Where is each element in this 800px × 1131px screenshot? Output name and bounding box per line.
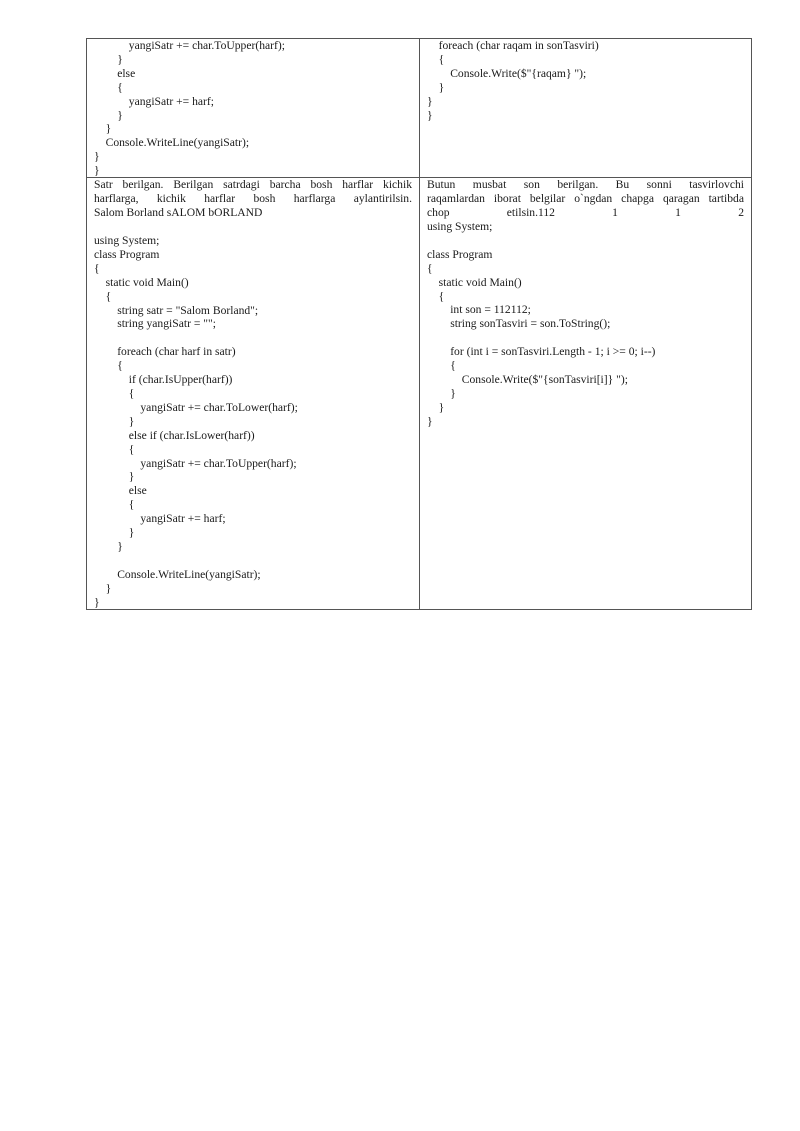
code-block-digits-end: foreach (char raqam in sonTasviri) { Console.Write($"{raqam} "); } } } (427, 39, 599, 122)
task-description-line: harflarga, kichik harflar bosh harflarga aylantirilsin. (94, 192, 412, 205)
cell-bottom-left (87, 178, 420, 609)
task-example: Salom Borland sALOM bORLAND (94, 206, 263, 219)
task-description-line: Satr berilgan. Berilgan satrdagi barcha bosh harflar kichik (94, 178, 412, 191)
cell-bottom-right (420, 178, 751, 609)
task-description-line: chop etilsin.112 1 1 2 (427, 206, 744, 219)
task-description-line: raqamlardan iborat belgilar o`ngdan chapga qaragan tartibda (427, 192, 744, 205)
task-description-line: Butun musbat son berilgan. Bu sonni tasvirlovchi (427, 178, 744, 191)
cell-top-left (87, 39, 420, 178)
code-table (86, 38, 752, 610)
code-block-digits-reverse: using System; class Program { static void Main() { int son = 112112; string sonTasviri = son.ToString(); for (int i = sonTasviri.Length - 1; i >= 0; i--) { Console.Write($"{sonTasviri[i]} "); } } } (427, 220, 656, 428)
code-block-case-swap: using System; class Program { static void Main() { string satr = "Salom Borland"; string yangiSatr = ""; foreach (char harf in satr) { if (char.IsUpper(harf)) { yangiSatr += char.ToLower(harf); } else if (char.IsLower(harf)) { yangiSatr += char.ToUpper(harf); } else { yangiSatr += harf; } } Console.WriteLine(yangiSatr); } } (94, 234, 298, 609)
code-block-case-swap-end: yangiSatr += char.ToUpper(harf); } else { yangiSatr += harf; } } Console.WriteLine(yangiSatr); } } (94, 39, 285, 178)
cell-top-right (420, 39, 751, 178)
